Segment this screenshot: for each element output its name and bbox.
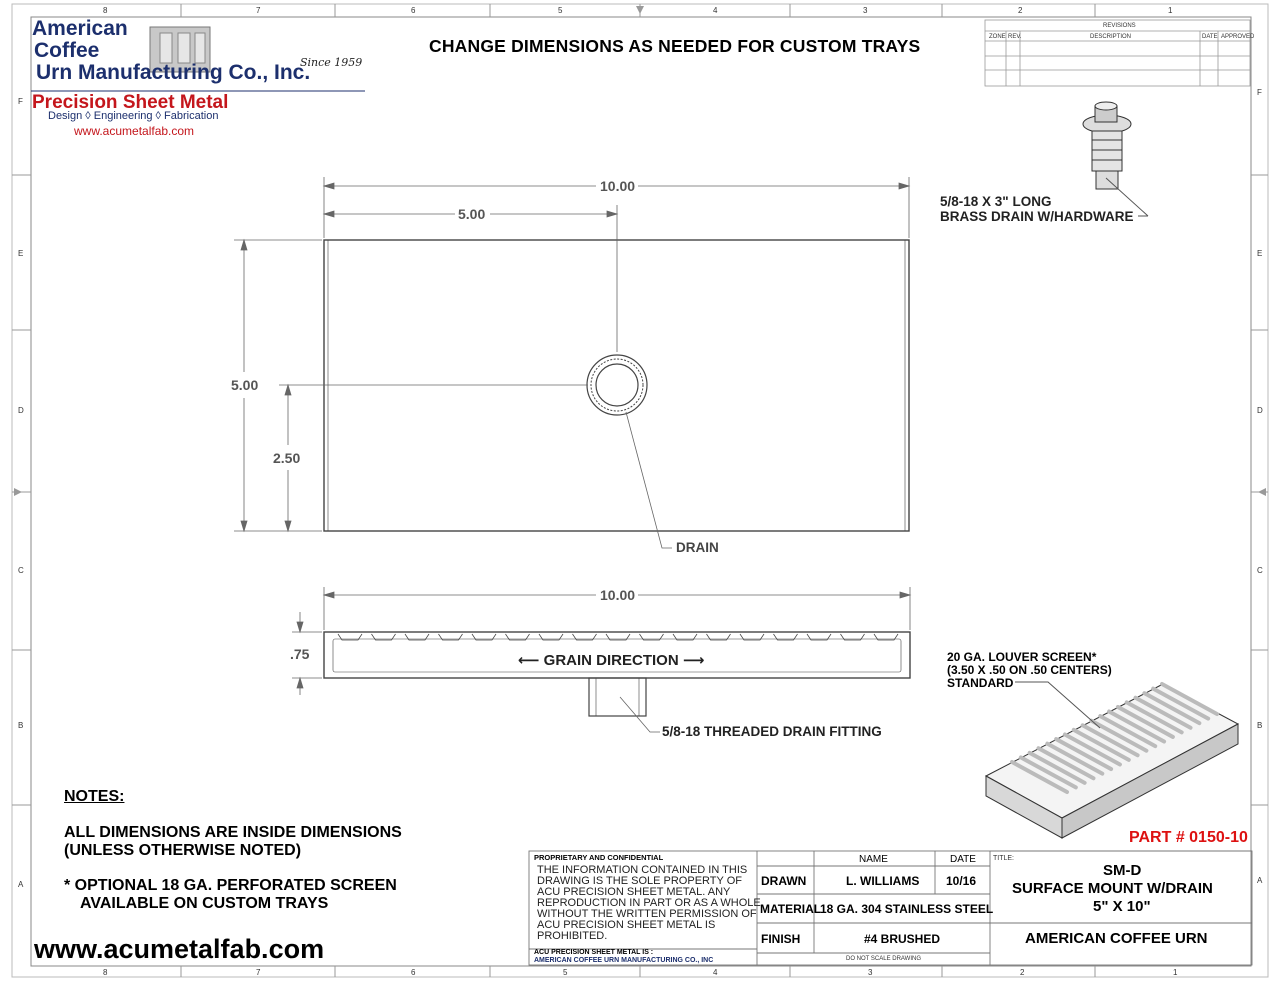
- tb-material-label: MATERIAL: [760, 902, 822, 916]
- drain-callout-line1: 5/8-18 X 3" LONG: [940, 194, 1052, 209]
- top-view-dimensions: [234, 177, 909, 548]
- top-view: [324, 240, 909, 531]
- arrow-right-icon: ⟶: [678, 652, 705, 669]
- part-number: PART # 0150-10: [1129, 829, 1248, 846]
- tb-proprietary-text-2: DRAWING IS THE SOLE PROPERTY OF: [537, 875, 742, 887]
- revisions-title: REVISIONS: [1103, 23, 1136, 29]
- dim-side-depth: .75: [290, 646, 310, 662]
- screen-callout-line1: 20 GA. LOUVER SCREEN*: [947, 650, 1097, 664]
- grain-label: GRAIN DIRECTION: [543, 652, 679, 669]
- drain-fitting-side: [589, 678, 646, 716]
- zone-row-e-left: E: [18, 249, 24, 258]
- dim-side-width: 10.00: [600, 587, 636, 603]
- logo-line1: American: [32, 17, 128, 40]
- dim-top-half-width: 5.00: [458, 206, 486, 222]
- zone-row-a-right: A: [1257, 876, 1263, 885]
- zone-col-7-bottom: 7: [256, 968, 261, 977]
- tb-finish-value: #4 BRUSHED: [864, 932, 941, 946]
- tb-drawn-name: L. WILLIAMS: [846, 874, 920, 888]
- zone-row-b-left: B: [18, 721, 24, 730]
- drain-callout-line2: BRASS DRAIN W/HARDWARE: [940, 209, 1134, 224]
- grain-direction: [518, 651, 704, 669]
- tb-proprietary-title: PROPRIETARY AND CONFIDENTIAL: [534, 853, 664, 862]
- tb-drawn-label: DRAWN: [761, 874, 807, 888]
- rev-header-approved: APPROVED: [1221, 34, 1255, 40]
- tb-proprietary-text-3: ACU PRECISION SHEET METAL. ANY: [537, 886, 731, 898]
- notes-line1: ALL DIMENSIONS ARE INSIDE DIMENSIONS: [64, 824, 402, 841]
- tb-proprietary-text-4: REPRODUCTION IN PART OR AS A WHOLE: [537, 897, 761, 909]
- dim-top-height: 5.00: [231, 377, 259, 393]
- tb-drawn-date: 10/16: [946, 874, 977, 888]
- header-title: CHANGE DIMENSIONS AS NEEDED FOR CUSTOM TRAYS: [429, 36, 921, 56]
- tb-proprietary-text-1: THE INFORMATION CONTAINED IN THIS: [537, 864, 748, 876]
- arrow-left-icon: ⟵: [518, 652, 544, 669]
- zone-row-d-right: D: [1257, 406, 1263, 415]
- zone-col-5-top: 5: [558, 6, 563, 15]
- notes-line3: * OPTIONAL 18 GA. PERFORATED SCREEN: [64, 877, 397, 894]
- tb-division-line: ACU PRECISION SHEET METAL IS :: [534, 949, 654, 956]
- zone-row-f-left: F: [18, 97, 23, 106]
- rev-header-date: DATE: [1202, 34, 1218, 40]
- zone-col-3-bottom: 3: [868, 968, 873, 977]
- tb-title-header: TITLE:: [993, 855, 1015, 862]
- screen-callout-line2: (3.50 X .50 ON .50 CENTERS): [947, 663, 1112, 677]
- tb-scale-note: DO NOT SCALE DRAWING: [846, 956, 922, 962]
- tb-company: AMERICAN COFFEE URN: [1025, 930, 1208, 947]
- zone-col-3-top: 3: [863, 6, 868, 15]
- footer-url: www.acumetalfab.com: [34, 934, 325, 964]
- tb-proprietary-text-6: ACU PRECISION SHEET METAL IS: [537, 919, 716, 931]
- rev-header-zone: ZONE: [989, 34, 1006, 40]
- tb-proprietary-text-5: WITHOUT THE WRITTEN PERMISSION OF: [537, 908, 757, 920]
- tray-outline-top: [324, 240, 909, 531]
- drain-iso: [1083, 102, 1148, 216]
- zone-col-2-top: 2: [1018, 6, 1023, 15]
- tb-title-line3: 5" X 10": [1093, 898, 1151, 915]
- zone-col-6-bottom: 6: [411, 968, 416, 977]
- tb-proprietary-text-7: PROHIBITED.: [537, 930, 608, 942]
- fitting-label: 5/8-18 THREADED DRAIN FITTING: [662, 724, 882, 739]
- zone-col-8-bottom: 8: [103, 968, 108, 977]
- tb-company-line: AMERICAN COFFEE URN MANUFACTURING CO., INC: [534, 957, 714, 964]
- dim-top-width: 10.00: [600, 178, 636, 194]
- drain-label: DRAIN: [676, 540, 719, 555]
- zone-row-d-left: D: [18, 406, 24, 415]
- tb-date-header: DATE: [950, 854, 976, 865]
- logo-line3: Urn Manufacturing Co., Inc.: [36, 61, 311, 84]
- rev-header-rev: REV.: [1008, 34, 1022, 40]
- logo-services: Design ◊ Engineering ◊ Fabrication: [48, 110, 219, 122]
- zone-col-6-top: 6: [411, 6, 416, 15]
- zone-row-c-right: C: [1257, 566, 1263, 575]
- logo-wordmark: [32, 18, 310, 84]
- tb-title-line2: SURFACE MOUNT W/DRAIN: [1012, 880, 1213, 897]
- revision-table: [985, 20, 1250, 86]
- zone-row-c-left: C: [18, 566, 24, 575]
- zone-col-1-top: 1: [1168, 6, 1173, 15]
- logo-url: www.acumetalfab.com: [74, 124, 195, 138]
- notes-line4: AVAILABLE ON CUSTOM TRAYS: [80, 895, 329, 912]
- side-view: [324, 632, 910, 716]
- notes-title: NOTES:: [64, 788, 125, 805]
- rev-header-description: DESCRIPTION: [1090, 34, 1132, 40]
- zone-col-2-bottom: 2: [1020, 968, 1025, 977]
- zone-col-7-top: 7: [256, 6, 261, 15]
- zone-col-8-top: 8: [103, 6, 108, 15]
- tb-name-header: NAME: [859, 854, 888, 865]
- zone-col-4-top: 4: [713, 6, 718, 15]
- zone-col-4-bottom: 4: [713, 968, 718, 977]
- notes-line2: (UNLESS OTHERWISE NOTED): [64, 842, 302, 859]
- logo-division: Precision Sheet Metal: [32, 92, 229, 113]
- dim-top-half-height: 2.50: [273, 450, 301, 466]
- tb-finish-label: FINISH: [761, 932, 801, 946]
- zone-row-b-right: B: [1257, 721, 1263, 730]
- screen-callout-line3: STANDARD: [947, 676, 1014, 690]
- logo-since: Since 1959: [300, 56, 363, 69]
- zone-row-e-right: E: [1257, 249, 1263, 258]
- zone-col-5-bottom: 5: [563, 968, 568, 977]
- tb-title-line1: SM-D: [1103, 862, 1142, 879]
- tb-material-value: 18 GA. 304 STAINLESS STEEL: [820, 902, 994, 916]
- louver-screen-iso: [986, 682, 1238, 838]
- zone-col-1-bottom: 1: [1173, 968, 1178, 977]
- zone-row-a-left: A: [18, 880, 24, 889]
- zone-row-f-right: F: [1257, 88, 1262, 97]
- logo-line2: Coffee: [34, 39, 100, 62]
